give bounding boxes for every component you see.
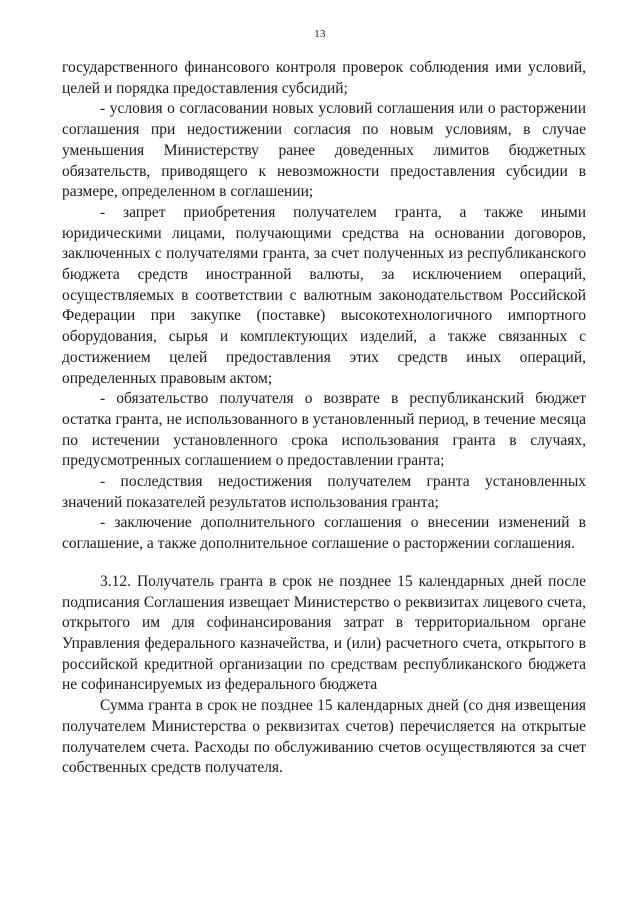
- document-body: [62, 58, 586, 779]
- list-item-consequences: - последствия недостижения получателем гранта установленных значений показателей результатов использования гранта;: [62, 473, 586, 511]
- paragraph-continuation: государственного финансового контроля проверок соблюдения ими условий, целей и порядка предоставления субсидий;: [62, 59, 586, 97]
- list-item-agreement-terms: - условия о согласовании новых условий соглашения или о расторжении соглашения при недостижении согласия по новым условиям, в случае уменьшения Министерству ранее доведенных лимитов бюджетных обязательств, приводящего к невозможности предоставления субсидии в размере, определенном в соглашении;: [62, 100, 586, 201]
- list-item-grant-return: - обязательство получателя о возврате в республиканский бюджет остатка гранта, не использованного в установленный период, в течение месяца по истечении установленного срока использования гранта в случаях, предусмотренных соглашением о предоставлении гранта;: [62, 390, 586, 470]
- list-item-currency-ban: - запрет приобретения получателем гранта, а также иными юридическими лицами, получающими средства на основании договоров, заключенных с получателями гранта, за счет полученных из республиканского бюджета средств иностранной валюты, за исключением операций, осуществляемых в соответствии с валютным законодательством Российской Федерации при закупке (поставке) высокотехнологичного импортного оборудования, сырья и комплектующих изделий, а также связанных с достижением целей предоставления этих средств иных операций, определенных правовым актом;: [62, 203, 586, 387]
- section-3-12: 3.12. Получатель гранта в срок не позднее 15 календарных дней после подписания Соглашения извещает Министерство о реквизитах лицевого счета, открытого им для софинансирования затрат в территориальном органе Управления федерального казначейства, и (или) расчетного счета, открытого в российской кредитной организации по средствам республиканского бюджета не софинансируемых из федерального бюджета: [62, 572, 586, 694]
- paragraph-grant-transfer: Сумма гранта в срок не позднее 15 календарных дней (со дня извещения получателем Министерства о реквизитах счетов) перечисляется на открытые получателем счета. Расходы по обслуживанию счетов осуществляются за счет собственных средств получателя.: [62, 697, 586, 777]
- list-item-additional-agreement: - заключение дополнительного соглашения о внесении изменений в соглашение, а также дополнительное соглашение о расторжении соглашения.: [62, 514, 586, 553]
- page-number: 13: [314, 28, 326, 40]
